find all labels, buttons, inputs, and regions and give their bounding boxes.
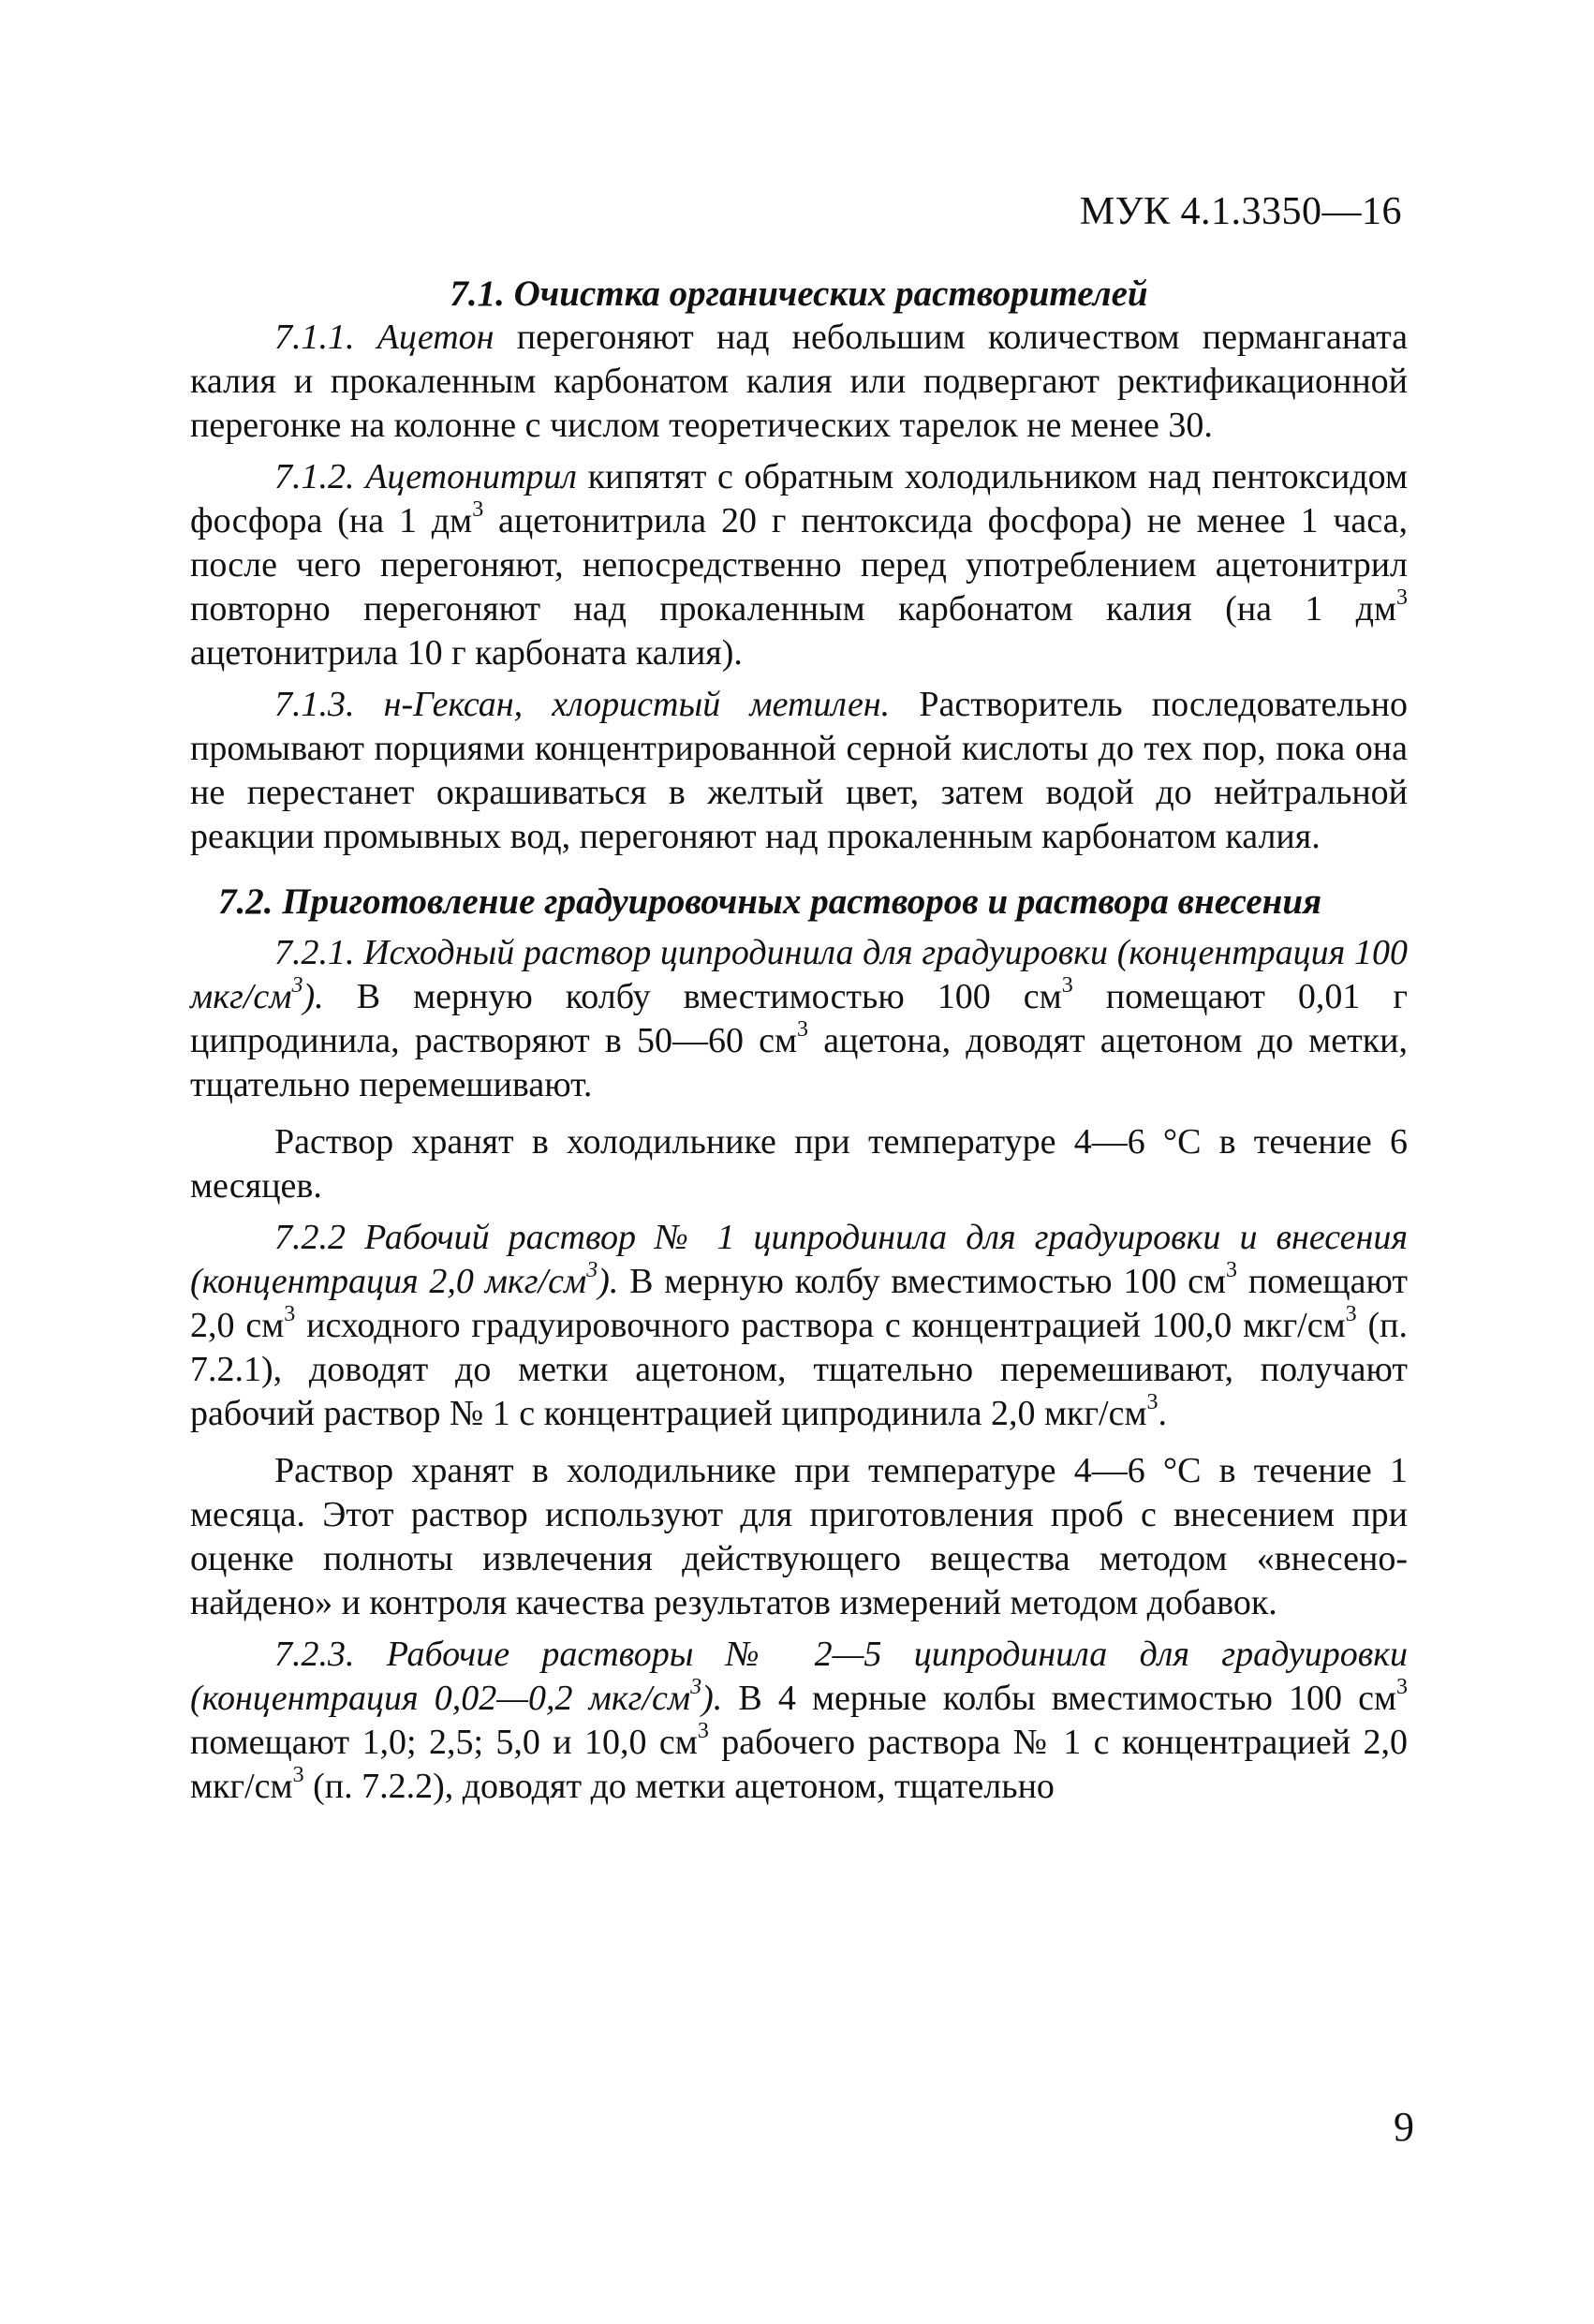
paragraph-number: 7.1.2. xyxy=(274,457,355,496)
paragraph-text: (п. 7.2.1), доводят до метки ацетоном, тщательно перемешивают, получают рабочий раствор № 1 с концентрацией ципродинила 2,0 мкг/см xyxy=(190,1306,1408,1433)
page-content xyxy=(190,272,1408,1809)
paragraph-term: ). xyxy=(303,977,324,1016)
page-number: 9 xyxy=(1394,2104,1414,2150)
term-hexane-methylene-chloride: н-Гексан, хлористый метилен. xyxy=(383,685,891,724)
paragraph-text: ацетонитрила 10 г карбоната калия). xyxy=(190,633,743,673)
superscript: 3 xyxy=(1345,1302,1357,1326)
paragraph-7-2-2-storage: Раствор хранят в холодильнике при температуре 4—6 °С в течение 1 месяца. Этот раствор используют для приготовления проб с внесением при оценке полноты извлечения действующего вещества методом «внесено-найдено» и контроля качества результатов измерений методом добавок. xyxy=(190,1451,1408,1622)
paragraph-7-2-3 xyxy=(190,1633,1408,1809)
paragraph-text: исходного градуировочного раствора с концентрацией 100,0 мкг/см xyxy=(295,1306,1346,1345)
document-code-header: МУК 4.1.3350—16 xyxy=(1079,190,1402,233)
paragraph-text: перегоняют над небольшим количеством перманганата калия и прокаленным карбонатом калия или подвергают ректификационной перегонке на колонне с числом теоретических тарелок не менее 30. xyxy=(190,318,1409,445)
paragraph-7-1-3 xyxy=(190,683,1408,859)
paragraph-text: В мерную колбу вместимостью 100 см xyxy=(618,1262,1227,1301)
superscript: 3 xyxy=(1226,1258,1238,1282)
section-7-1-heading: 7.1. Очистка органических растворителей xyxy=(450,274,1148,314)
superscript: 3 xyxy=(586,1258,598,1282)
superscript: 3 xyxy=(1146,1390,1159,1414)
paragraph-text: ацетона, доводят ацетоном до метки, тщательно перемешивают. xyxy=(190,1021,1409,1104)
paragraph-text: помещают 0,01 г ципродинила, растворяют в 50—60 см xyxy=(190,977,1408,1060)
paragraph-number: 7.1.1. xyxy=(274,318,355,357)
superscript: 3 xyxy=(292,1763,304,1787)
paragraph-text: В 4 мерные колбы вместимостью 100 см xyxy=(722,1679,1397,1718)
paragraph-text: Растворитель последовательно промывают порциями концентрированной серной кислоты до тех пор, пока она не перестанет окрашиваться в желтый цвет, затем водой до нейтральной реакции промывных вод, перегоняют над прокаленным карбонатом калия. xyxy=(190,685,1409,856)
paragraph-text: кипятят с обратным холодильником над пентоксидом фосфора (на 1 дм xyxy=(190,457,1409,540)
paragraph-term: ). xyxy=(598,1262,619,1301)
paragraph-text: помещают 1,0; 2,5; 5,0 и 10,0 см xyxy=(190,1723,698,1762)
paragraph-term: 7.2.2 Рабочий раствор № 1 ципродинила для градуировки и внесения (концентрация 2,0 мкг/см xyxy=(190,1218,1408,1301)
superscript: 3 xyxy=(291,973,303,998)
superscript: 3 xyxy=(284,1302,296,1326)
paragraph-term: 7.2.1. Исходный раствор ципродинила для градуировки (концентрация 100 мкг/см xyxy=(190,933,1408,1016)
superscript: 3 xyxy=(797,1017,809,1042)
paragraph-text: ацетонитрила 20 г пентоксида фосфора) не менее 1 часа, после чего перегоняют, непосредственно перед употреблением ацетонитрил повторно перегоняют над прокаленным карбонатом калия (на 1 дм xyxy=(190,501,1408,629)
paragraph-text: В мерную колбу вместимостью 100 см xyxy=(323,977,1062,1016)
paragraph-7-1-2 xyxy=(190,455,1408,675)
section-7-2-heading: 7.2. Приготовление градуировочных растворов и раствора внесения xyxy=(218,881,1322,922)
term-acetone: Ацетон xyxy=(376,318,494,357)
paragraph-7-2-1 xyxy=(190,931,1408,1107)
superscript: 3 xyxy=(1396,585,1408,610)
paragraph-term: 7.2.3. Рабочие растворы № 2—5 ципродинила для градуировки (концентрация 0,02—0,2 мкг/см xyxy=(190,1635,1408,1718)
paragraph-text: . xyxy=(1158,1394,1168,1433)
superscript: 3 xyxy=(697,1719,709,1743)
paragraph-7-2-1-storage: Раствор хранят в холодильнике при температуре 4—6 °С в течение 6 месяцев. xyxy=(190,1122,1408,1206)
superscript: 3 xyxy=(1061,973,1073,998)
paragraph-number: 7.1.3. xyxy=(274,685,355,724)
superscript: 3 xyxy=(690,1675,702,1699)
superscript: 3 xyxy=(472,497,484,522)
paragraph-7-1-1 xyxy=(190,316,1408,448)
paragraph-7-2-2 xyxy=(190,1216,1408,1436)
paragraph-text: помещают 2,0 см xyxy=(190,1262,1408,1345)
superscript: 3 xyxy=(1396,1675,1409,1699)
paragraph-text: рабочего раствора № 1 с концентрацией 2,0 мкг/см xyxy=(190,1723,1409,1806)
paragraph-term: ). xyxy=(701,1679,723,1718)
paragraph-text: (п. 7.2.2), доводят до метки ацетоном, тщательно xyxy=(303,1767,1055,1806)
term-acetonitrile: Ацетонитрил xyxy=(365,457,577,496)
